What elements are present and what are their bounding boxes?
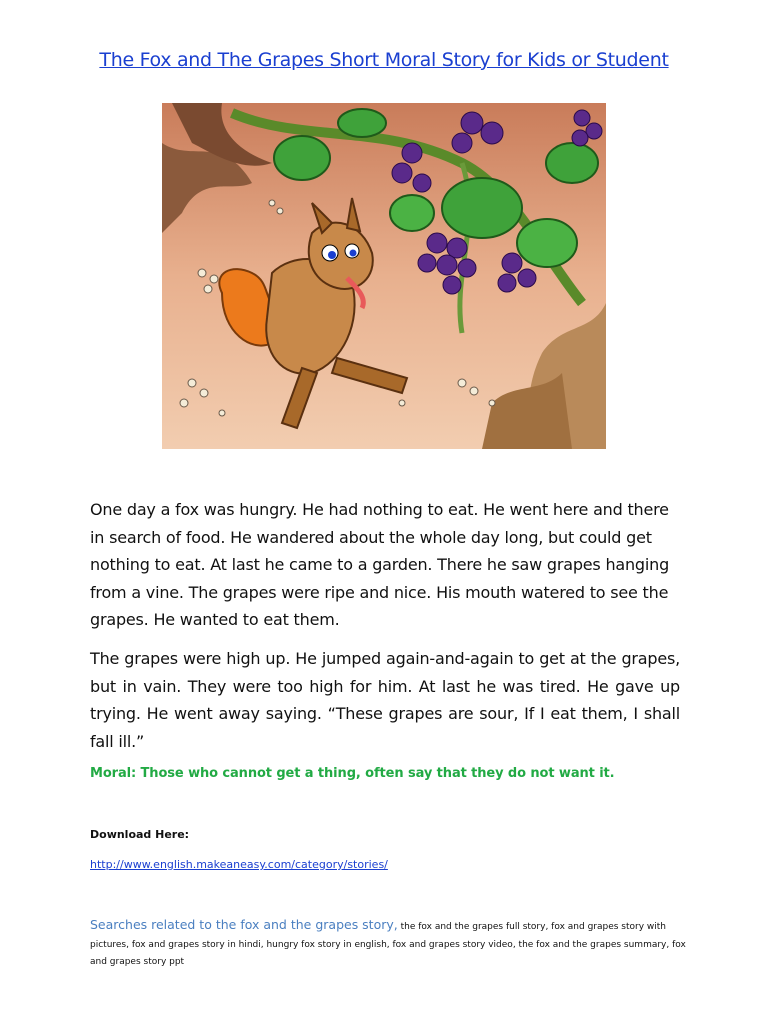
moral-line: Moral: Those who cannot get a thing, often say that they do not want it. [90, 766, 615, 781]
page-title[interactable]: The Fox and The Grapes Short Moral Story for Kids or Student [99, 49, 669, 71]
story-paragraph-2: The grapes were high up. He jumped again-and-again to get at the grapes, but in vain. They were too high for him. At last he was tired. He gave up trying. He went away saying. “These grapes are sour, If I eat them, I shall fall ill.” [90, 649, 680, 751]
fox-grapes-illustration [162, 103, 606, 449]
story-paragraph-1: One day a fox was hungry. He had nothing to eat. He went here and there in search of food. He wandered about the whole day long, but could get nothing to eat. At last he came to a garden. There he saw grapes hanging from a vine. The grapes were ripe and nice. His mouth watered to see the grapes. He wanted to eat them. [90, 500, 670, 629]
download-link[interactable]: http://www.english.makeaneasy.com/category/stories/ [90, 858, 388, 871]
related-searches-lead: Searches related to the fox and the grapes story, [90, 917, 398, 932]
related-searches-terms: the fox and the grapes full story, fox and grapes story with pictures, fox and grapes story in hindi, hungry fox story in english, fox and grapes story video, the fox and the grapes summary, fox and grapes story ppt [90, 922, 686, 967]
related-searches [90, 916, 690, 972]
download-label: Download Here: [90, 828, 190, 841]
